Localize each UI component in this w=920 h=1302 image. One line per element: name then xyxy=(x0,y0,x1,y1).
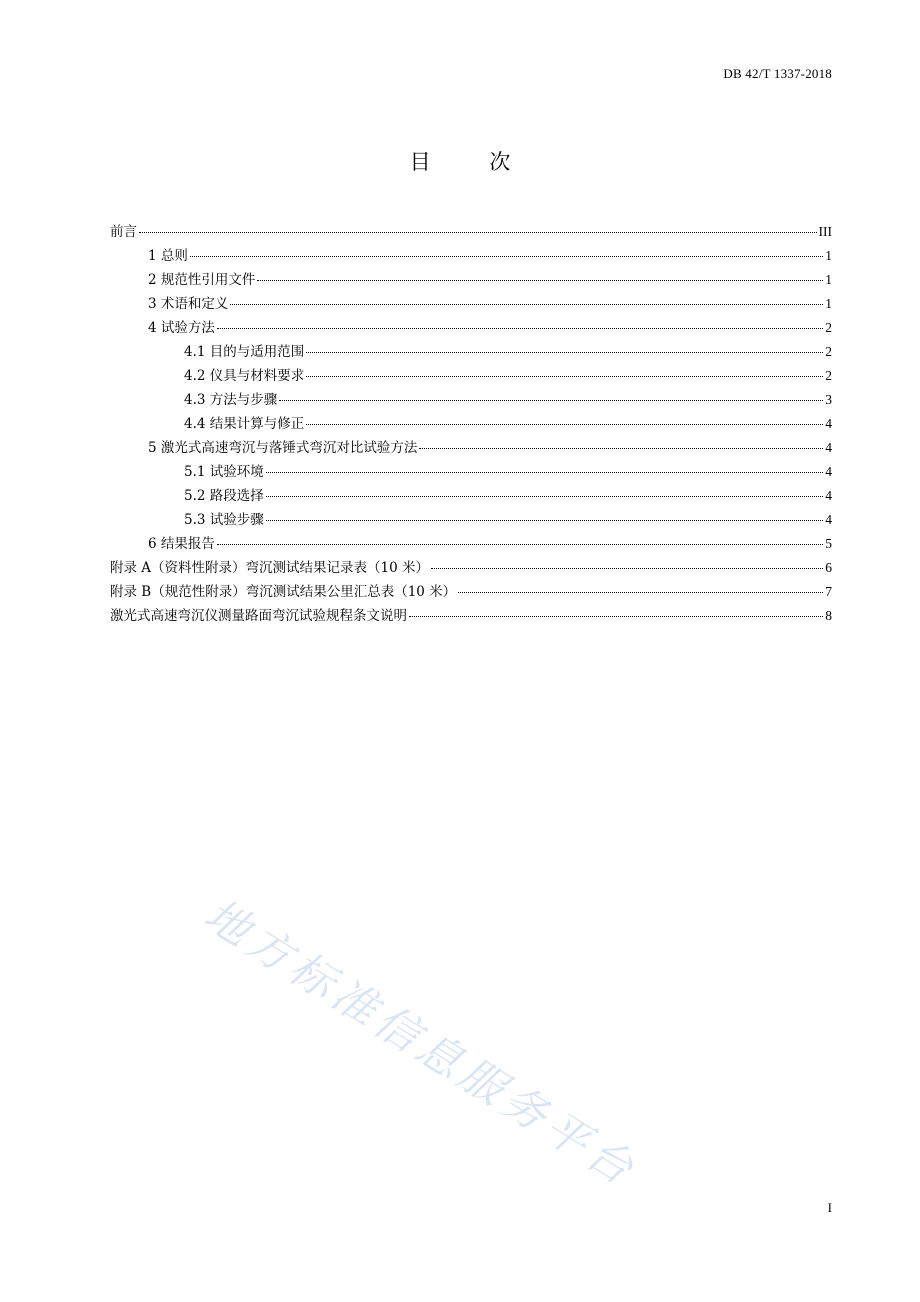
toc-entry-title: 4.1 目的与适用范围 xyxy=(184,344,305,360)
toc-dot-leader xyxy=(230,304,823,305)
toc-dot-leader xyxy=(257,280,823,281)
toc-entry-title: 5.3 试验步骤 xyxy=(184,512,264,528)
toc-entry[interactable] xyxy=(110,508,832,532)
toc-entry-title: 2 规范性引用文件 xyxy=(148,272,256,288)
toc-dot-leader xyxy=(266,472,823,473)
toc-entry-page: 2 xyxy=(825,368,832,383)
toc-entry-page: III xyxy=(818,224,832,239)
toc-entry[interactable] xyxy=(110,340,832,364)
watermark: 地方标准信息服务平台 xyxy=(195,889,647,1198)
toc-dot-leader xyxy=(190,256,823,257)
table-of-contents xyxy=(110,220,832,628)
toc-entry[interactable] xyxy=(110,436,832,460)
toc-entry-page: 1 xyxy=(825,248,832,263)
toc-entry-page: 3 xyxy=(825,392,832,407)
toc-entry-page: 4 xyxy=(825,440,832,455)
toc-dot-leader xyxy=(306,424,823,425)
toc-entry-page: 4 xyxy=(825,416,832,431)
toc-entry-title: 5.1 试验环境 xyxy=(184,464,264,480)
toc-entry[interactable] xyxy=(110,316,832,340)
toc-entry[interactable] xyxy=(110,484,832,508)
toc-entry[interactable] xyxy=(110,268,832,292)
toc-entry-title: 5 激光式高速弯沉与落锤式弯沉对比试验方法 xyxy=(148,440,418,456)
toc-entry-page: 4 xyxy=(825,464,832,479)
toc-dot-leader xyxy=(266,496,823,497)
toc-entry-page: 1 xyxy=(825,296,832,311)
toc-entry-title: 4.3 方法与步骤 xyxy=(184,392,278,408)
toc-entry-title: 4 试验方法 xyxy=(148,320,215,336)
toc-entry[interactable] xyxy=(110,220,832,244)
toc-entry-title: 激光式高速弯沉仪测量路面弯沉试验规程条文说明 xyxy=(110,608,407,624)
toc-dot-leader xyxy=(306,376,823,377)
toc-dot-leader xyxy=(458,592,823,593)
toc-dot-leader xyxy=(217,328,823,329)
toc-entry-page: 6 xyxy=(825,560,832,575)
toc-entry[interactable] xyxy=(110,292,832,316)
toc-entry[interactable] xyxy=(110,532,832,556)
toc-dot-leader xyxy=(419,448,823,449)
toc-dot-leader xyxy=(266,520,823,521)
toc-entry-title: 5.2 路段选择 xyxy=(184,488,264,504)
toc-entry-page: 7 xyxy=(825,584,832,599)
toc-entry-page: 2 xyxy=(825,344,832,359)
toc-entry-page: 4 xyxy=(825,512,832,527)
toc-entry[interactable] xyxy=(110,412,832,436)
toc-entry[interactable] xyxy=(110,460,832,484)
document-code: DB 42/T 1337-2018 xyxy=(723,66,832,81)
toc-dot-leader xyxy=(217,544,823,545)
toc-entry[interactable] xyxy=(110,388,832,412)
toc-entry-title: 3 术语和定义 xyxy=(148,296,229,312)
toc-entry-page: 1 xyxy=(825,272,832,287)
toc-entry-title: 附录 A（资料性附录）弯沉测试结果记录表（10 米） xyxy=(110,560,430,576)
toc-entry-title: 6 结果报告 xyxy=(148,536,215,552)
toc-entry[interactable] xyxy=(110,556,832,580)
toc-entry-title: 4.2 仪具与材料要求 xyxy=(184,368,305,384)
toc-entry[interactable] xyxy=(110,604,832,628)
page-number: I xyxy=(827,1200,832,1215)
toc-entry-page: 5 xyxy=(825,536,832,551)
toc-entry[interactable] xyxy=(110,580,832,604)
toc-entry-title: 附录 B（规范性附录）弯沉测试结果公里汇总表（10 米） xyxy=(110,584,457,600)
toc-entry-title: 1 总则 xyxy=(148,248,188,264)
toc-dot-leader xyxy=(306,352,823,353)
toc-entry-page: 2 xyxy=(825,320,832,335)
toc-entry-title: 4.4 结果计算与修正 xyxy=(184,416,305,432)
toc-dot-leader xyxy=(279,400,823,401)
toc-entry-page: 4 xyxy=(825,488,832,503)
toc-entry[interactable] xyxy=(110,364,832,388)
page-title: 目 次 xyxy=(409,150,537,174)
toc-dot-leader xyxy=(409,616,823,617)
toc-dot-leader xyxy=(139,232,817,233)
toc-entry-title: 前言 xyxy=(110,224,137,240)
toc-entry-page: 8 xyxy=(825,608,832,623)
toc-entry[interactable] xyxy=(110,244,832,268)
toc-dot-leader xyxy=(431,568,823,569)
